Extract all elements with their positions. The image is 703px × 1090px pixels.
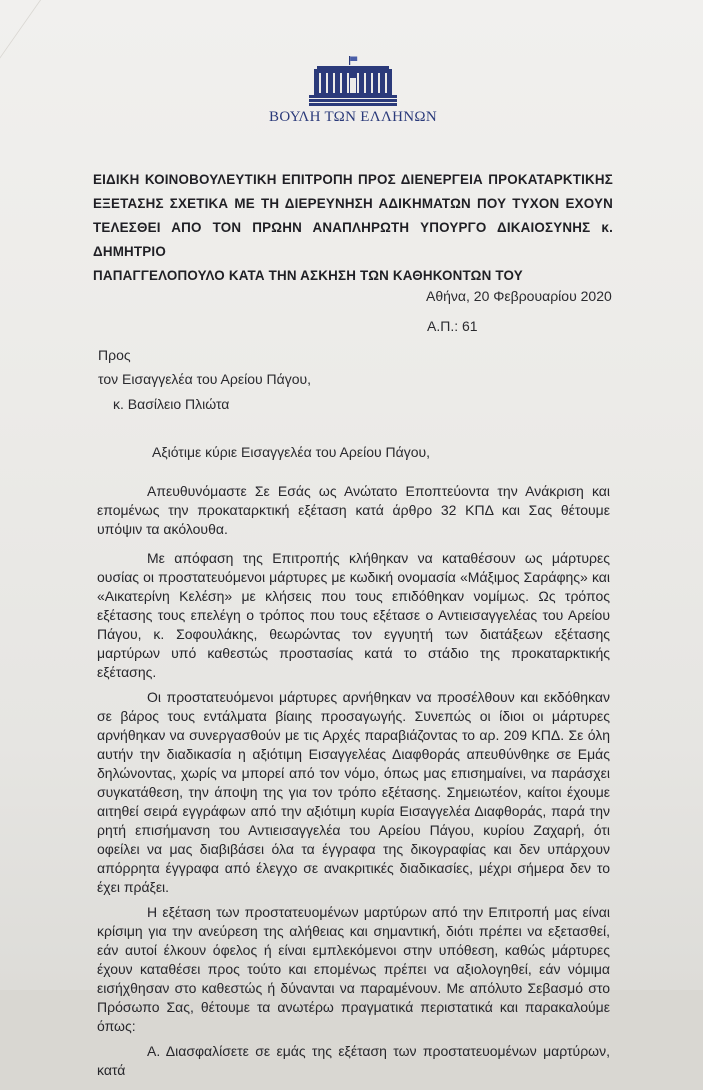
protocol-number: Α.Π.: 61: [427, 318, 478, 334]
title-line: ΕΞΕΤΑΣΗΣ ΣΧΕΤΙΚΑ ΜΕ ΤΗ ΔΙΕΡΕΥΝΗΣΗ ΑΔΙΚΗΜΑΤΩΝ ΠΟΥ ΤΥΧΟΝ ΕΧΟΥΝ: [93, 196, 613, 211]
letter-date: Αθήνα, 20 Φεβρουαρίου 2020: [426, 288, 612, 304]
title-line: ΠΑΠΑΓΓΕΛΟΠΟΥΛΟ ΚΑΤΑ ΤΗΝ ΑΣΚΗΣΗ ΤΩΝ ΚΑΘΗΚΟΝΤΩΝ ΤΟΥ: [93, 268, 523, 283]
paragraph: Η εξέταση των προστατευομένων μαρτύρων από την Επιτροπή μας είναι κρίσιμη για την ανεύρεση της αλήθειας και σημαντική, διότι πρέπει να εξετασθεί, εάν αυτοί έλκουν όφελος ή είναι εμπλεκόμενοι στην υπόθεση, καθώς μάρτυρες έχουν καταθέσει προς τούτο και επομένως πρέπει να αξιολογηθεί, εάν νόμιμα εισήχθησαν στο καθεστώς ή δύνανται να παραμένουν. Με απόλυτο Σεβασμό στο Πρόσωπο Σας, θέτουμε τα ανωτέρω πραγματικά περιστατικά και παρακαλούμε όπως:: [97, 904, 610, 1034]
parliament-building-logo: [309, 56, 397, 106]
paragraph: Οι προστατευόμενοι μάρτυρες αρνήθηκαν να προσέλθουν και εκδόθηκαν σε βάρος τους εντάλματα βίαιης προσαγωγής. Συνεπώς οι ίδιοι οι μάρτυρες αρνήθηκαν να συνεργασθούν με τις Αρχές παραβιάζοντας το αρ. 209 ΚΠΔ. Σε όλη αυτήν την διαδικασία η αξιότιμη Εισαγγελέας Διαφθοράς απευθύνθηκε σε Εμάς δηλώνοντας, χωρίς να μπορεί από τον νόμο, όπως μας επισημαίνει, να παράσχει συγκατάθεση, την άποψη της για τον τρόπο εξέτασης. Σημειωτέον, καίτοι έχουμε αιτηθεί σειρά εγγράφων από την αξιότιμη κυρία Εισαγγελέα Διαφθοράς, παρά την ρητή επισήμανση του Αντιεισαγγελέα του Αρείου Πάγου, κυρίου Ζαχαρή, ότι οφείλει να μας διαβιβάσει όλα τα έγγραφα της δικογραφίας και δεν υπάρχουν απόρρητα έγγραφα από έλεγχο σε ανακριτικές διαδικασίες, μέχρι σήμερα δεν το έχει πράξει.: [97, 689, 610, 895]
recipient-to: Προς: [98, 347, 131, 363]
paragraph: Απευθυνόμαστε Σε Εσάς ως Ανώτατο Εποπτεύοντα την Ανάκριση και επομένως την προκαταρκτική εξέταση κατά άρθρο 32 ΚΠΔ και Σας θέτουμε υπόψιν τα ακόλουθα.: [97, 483, 610, 537]
recipient-name: κ. Βασίλειο Πλιώτα: [113, 396, 230, 412]
paper-fold: [0, 0, 41, 60]
recipient-title: τον Εισαγγελέα του Αρείου Πάγου,: [98, 371, 312, 387]
committee-title: [93, 168, 613, 288]
paragraph: Α. Διασφαλίσετε σε εμάς της εξέταση των προστατευομένων μαρτύρων, κατά: [97, 1043, 610, 1078]
logo-caption: ΒΟΥΛΗ ΤΩΝ ΕΛΛΗΝΩΝ: [269, 109, 437, 125]
title-line: ΕΙΔΙΚΗ ΚΟΙΝΟΒΟΥΛΕΥΤΙΚΗ ΕΠΙΤΡΟΠΗ ΠΡΟΣ ΔΙΕΝΕΡΓΕΙΑ ΠΡΟΚΑΤΑΡΚΤΙΚΗΣ: [93, 172, 613, 187]
paragraph: Με απόφαση της Επιτροπής κλήθηκαν να καταθέσουν ως μάρτυρες ουσίας οι προστατευόμενοι μάρτυρες με κωδική ονομασία «Μάξιμος Σαράφης» και «Αικατερίνη Κελέση» με κλήσεις που τους επιδόθηκαν νομίμως. Ως τρόπος εξέτασης τους επελέγη ο τρόπος που τους εξέτασε ο Αντιεισαγγελέας του Αρείου Πάγου, κ. Σοφουλάκης, θεωρώντας τον εγγυητή των διατάξεων εξέτασης μαρτύρων υπό καθεστώς προστασίας κατά το στάδιο της προκαταρκτικής εξέτασης.: [97, 550, 610, 680]
letter-body: [97, 482, 610, 1090]
title-line: ΤΕΛΕΣΘΕΙ ΑΠΟ ΤΟΝ ΠΡΩΗΝ ΑΝΑΠΛΗΡΩΤΗ ΥΠΟΥΡΓΟ ΔΙΚΑΙΟΣΥΝΗΣ κ. ΔΗΜΗΤΡΙΟ: [93, 220, 613, 259]
salutation: Αξιότιμε κύριε Εισαγγελέα του Αρείου Πάγου,: [152, 444, 431, 460]
